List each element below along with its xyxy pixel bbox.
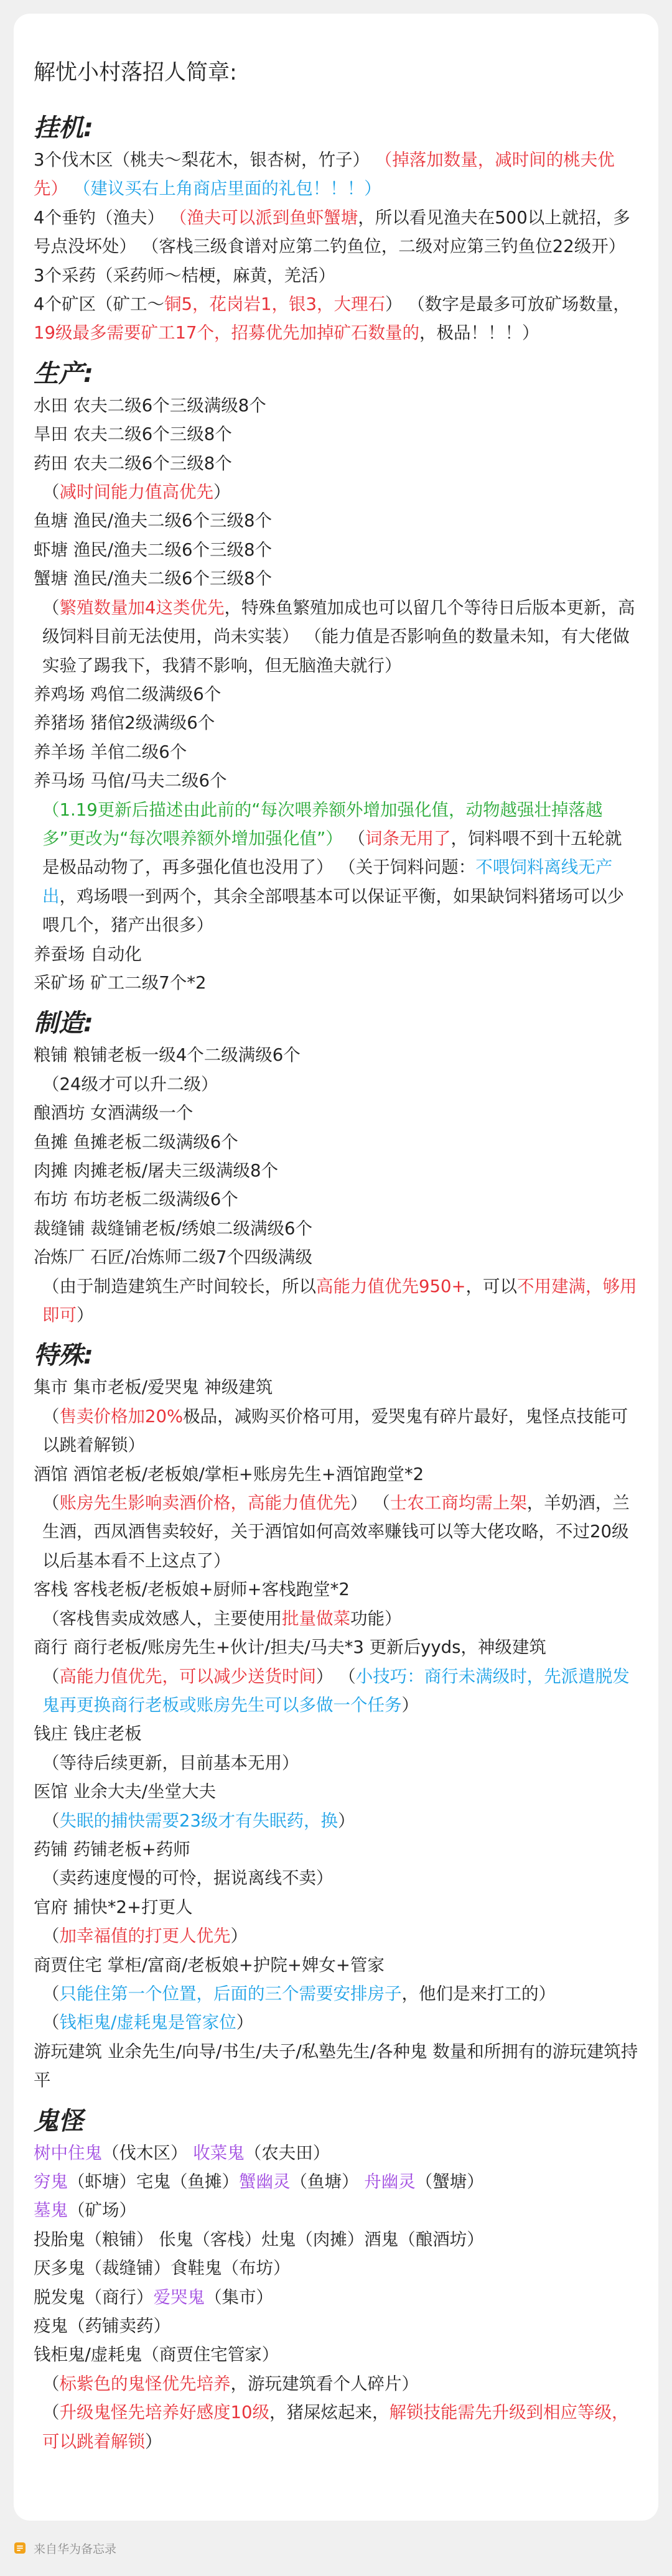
note-line xyxy=(34,1489,638,1575)
line-text: 3个采药（采药师～桔梗，麻黄，羌活） xyxy=(34,265,335,286)
note-line xyxy=(34,1806,638,1835)
section-heading: 特殊: xyxy=(34,1341,93,1370)
line-text: ） xyxy=(401,1695,419,1715)
section-heading: 鬼怪 xyxy=(34,2106,83,2136)
line-text: （矿场） xyxy=(68,2200,136,2221)
line-text: 养猪场 猪倌2级满级6个 xyxy=(34,713,215,733)
line-text: 商贾住宅 掌柜/富商/老板娘+护院+婢女+管家 xyxy=(34,1955,385,1975)
line-text xyxy=(68,179,73,198)
note-line xyxy=(34,1041,638,1069)
highlight-red-text: 不用建满，够用即可 xyxy=(42,1276,637,1326)
line-text: 4个垂钓（渔夫） xyxy=(34,207,170,228)
note-line xyxy=(34,796,638,940)
note-line xyxy=(34,2139,638,2167)
footer-source-text: 来自华为备忘录 xyxy=(34,2542,117,2556)
line-text: 养马场 马倌/马夫二级6个 xyxy=(34,771,227,791)
line-text: ，游玩建筑看个人碎片） xyxy=(230,2373,419,2394)
highlight-blue-text: 不喂饲料离线无产出 xyxy=(42,857,613,906)
line-text: （ xyxy=(342,828,365,849)
line-text: （客栈售卖成效感人，主要使用 xyxy=(42,1608,282,1629)
section-heading: 挂机: xyxy=(34,114,93,142)
highlight-red-text: 账房先生影响卖酒价格，高能力值优先 xyxy=(59,1493,350,1514)
section-heading: 生产: xyxy=(34,359,93,388)
line-text: （ xyxy=(42,482,60,503)
line-text: （伐木区） xyxy=(102,2142,194,2163)
note-line xyxy=(34,1633,638,1662)
line-text: ，饲料喂不到十五轮就是极品动物了，再多强化值也没用了） （关于饲料问题： xyxy=(42,828,622,878)
line-text: ） （ xyxy=(350,1493,390,1514)
highlight-purple-text: 墓鬼 xyxy=(34,2200,68,2221)
highlight-red-text: 批量做菜 xyxy=(282,1608,350,1629)
note-line xyxy=(34,2196,638,2225)
note-line xyxy=(34,1719,638,1748)
line-text: 粮铺 粮铺老板一级4个二级满级6个 xyxy=(34,1045,301,1066)
note-line xyxy=(34,290,638,348)
note-line xyxy=(34,2167,638,2196)
note-line xyxy=(34,738,638,766)
highlight-red-text: 高能力值优先950+ xyxy=(316,1276,466,1296)
line-text: 养蚕场 自动化 xyxy=(34,944,142,964)
highlight-blue-text: 只能住第一个位置，后面的三个需要安排房子 xyxy=(59,1983,402,2004)
highlight-red-text: 19级最多需要矿工17个，招募优先加掉矿石数量的 xyxy=(34,323,419,343)
line-text: 鱼摊 鱼摊老板二级满级6个 xyxy=(34,1132,238,1152)
highlight-green-text: （1.19更新后描述由此前的“每次喂养额外增加强化值，动物越强壮掉落越多”更改为“每次喂养额外增加强化值”） xyxy=(42,799,603,849)
line-text: 采矿场 矿工二级7个*2 xyxy=(34,972,207,993)
note-line xyxy=(34,391,638,420)
line-text: （ xyxy=(42,597,60,618)
highlight-red-text: 解锁技能需先升级到相应等级，可以跳着解锁 xyxy=(42,2402,629,2452)
note-line xyxy=(34,564,638,593)
highlight-red-text: （渔夫可以派到鱼虾蟹塘 xyxy=(169,207,358,228)
highlight-red-text: 词条无用了 xyxy=(365,828,451,849)
highlight-red-text: 升级鬼怪先培养好感度10级 xyxy=(59,2402,269,2423)
line-text: （ xyxy=(42,1666,60,1686)
line-text: 冶炼厂 石匠/冶炼师二级7个四级满级 xyxy=(34,1247,313,1268)
line-text: 药田 农夫二级6个三级8个 xyxy=(34,453,232,473)
note-line xyxy=(34,449,638,478)
note-line xyxy=(34,478,638,506)
note-line xyxy=(34,1214,638,1243)
note-line xyxy=(34,1460,638,1489)
line-text: 蟹塘 渔民/渔夫二级6个三级8个 xyxy=(34,569,272,589)
line-text: ，可以 xyxy=(465,1276,518,1296)
line-text: （24级才可以升二级） xyxy=(42,1074,218,1094)
line-text: ，特殊鱼繁殖加成也可以留几个等待日后版本更新，高级饲料目前无法使用，尚未实装） （能力值是否影响鱼的数量未知，有大佬做实验了踢我下，我猜不影响，但无脑渔夫就行） xyxy=(42,597,635,676)
line-text: （卖药速度慢的可怜，据说离线不卖） xyxy=(42,1868,334,1889)
note-line xyxy=(34,420,638,449)
highlight-purple-text: 爱哭鬼 xyxy=(153,2287,205,2307)
line-text: 商行 商行老板/账房先生+伙计/担夫/马夫*3 更新后yyds，神级建筑 xyxy=(34,1637,546,1658)
line-text: 旱田 农夫二级6个三级8个 xyxy=(34,424,232,445)
line-text: 裁缝铺 裁缝铺老板/绣娘二级满级6个 xyxy=(34,1218,313,1239)
note-line xyxy=(34,1604,638,1633)
note-line xyxy=(34,1575,638,1604)
highlight-purple-text: 蟹幽灵 xyxy=(239,2172,291,2192)
note-line xyxy=(34,1835,638,1864)
line-text: 客栈 客栈老板/老板娘+厨师+客栈跑堂*2 xyxy=(34,1579,350,1600)
note-line xyxy=(34,1070,638,1099)
line-text: （等待后续更新，目前基本无用） xyxy=(42,1752,299,1773)
line-text: 养羊场 羊倌二级6个 xyxy=(34,742,187,762)
line-text: 酒馆 酒馆老板/老板娘/掌柜+账房先生+酒馆跑堂*2 xyxy=(34,1464,424,1484)
line-text: 3个伐木区（桃夫～梨花木，银杏树，竹子） xyxy=(34,150,375,170)
note-line xyxy=(34,2254,638,2282)
line-text: ，猪屎炫起来， xyxy=(269,2402,390,2423)
line-text: 集市 集市老板/爱哭鬼 神级建筑 xyxy=(34,1377,273,1398)
note-line xyxy=(34,1272,638,1330)
line-text: ） （ xyxy=(316,1666,356,1686)
note-title: 解忧小村落招人简章: xyxy=(34,60,237,85)
line-text: ，极品！！！） xyxy=(419,323,539,343)
line-text: ，鸡场喂一到两个，其余全部喂基本可以保证平衡，如果缺饲料猪场可以少喂几个，猪产出很多） xyxy=(42,886,624,936)
note-line xyxy=(34,1662,638,1720)
highlight-blue-text: 小技巧：商行未满级时，先派遣脱发鬼再更换商行老板或账房先生可以多做一个任务 xyxy=(42,1666,630,1715)
line-text: ，他们是来打工的） xyxy=(401,1983,556,2004)
line-text: 功能） xyxy=(350,1608,402,1629)
note-line xyxy=(34,1893,638,1922)
line-text: ） xyxy=(77,1305,94,1326)
line-text: （ xyxy=(42,2402,60,2423)
note-line xyxy=(34,1777,638,1806)
highlight-purple-text: 穷鬼 xyxy=(34,2172,68,2192)
line-text: （鱼塘） xyxy=(290,2172,365,2192)
highlight-blue-text: （建议买右上角商店里面的礼包！！！） xyxy=(73,179,381,199)
line-text: 养鸡场 鸡倌二级满级6个 xyxy=(34,684,222,704)
line-text: （ xyxy=(42,2373,60,2394)
note-line xyxy=(34,766,638,795)
line-text: （虾塘）宅鬼（鱼摊） xyxy=(68,2172,239,2192)
note-line xyxy=(34,536,638,564)
note-line xyxy=(34,940,638,969)
line-text: 疫鬼（药铺卖药） xyxy=(34,2316,170,2337)
note-line xyxy=(34,2008,638,2037)
note-line xyxy=(34,1951,638,1979)
note-line xyxy=(34,2398,638,2456)
line-text: 厌多鬼（裁缝铺）食鞋鬼（布坊） xyxy=(34,2258,291,2279)
section-heading: 制造: xyxy=(34,1009,93,1038)
line-text: （ xyxy=(42,1983,60,2004)
line-text: ） xyxy=(213,482,231,503)
line-text: （ xyxy=(42,1926,60,1946)
note-line xyxy=(34,593,638,680)
line-text: ） xyxy=(338,1810,355,1831)
line-text: ） （数字是最多可放矿场数量， xyxy=(385,294,630,315)
line-text: 官府 捕快*2+打更人 xyxy=(34,1897,193,1917)
highlight-purple-text: 树中住鬼 xyxy=(34,2142,102,2163)
note-line xyxy=(34,2369,638,2398)
line-text: （ xyxy=(42,1810,60,1831)
note-line xyxy=(34,261,638,290)
note-line xyxy=(34,1243,638,1272)
line-text: 酿酒坊 女酒满级一个 xyxy=(34,1103,194,1123)
note-line xyxy=(34,1922,638,1950)
line-text: 鱼塘 渔民/渔夫二级6个三级8个 xyxy=(34,511,272,531)
line-text: （蟹塘） xyxy=(415,2172,484,2192)
line-text: 医馆 业余大夫/坐堂大夫 xyxy=(34,1782,217,1802)
line-text: 投胎鬼（粮铺） 伥鬼（客栈）灶鬼（肉摊）酒鬼（酿酒坊） xyxy=(34,2229,484,2249)
line-text: 4个矿区（矿工～ xyxy=(34,294,164,315)
highlight-red-text: 售卖价格加20% xyxy=(59,1406,184,1426)
line-text: 肉摊 肉摊老板/屠夫三级满级8个 xyxy=(34,1161,279,1181)
note-card xyxy=(14,14,658,2521)
note-line xyxy=(34,203,638,261)
line-text: 虾塘 渔民/渔夫二级6个三级8个 xyxy=(34,539,272,560)
note-line xyxy=(34,506,638,535)
line-text: 布坊 布坊老板二级满级6个 xyxy=(34,1189,238,1210)
note-line xyxy=(34,969,638,997)
line-text: 药铺 药铺老板+药师 xyxy=(34,1839,190,1859)
line-text: 游玩建筑 业余先生/向导/书生/夫子/私塾先生/各种鬼 数量和所拥有的游玩建筑持平 xyxy=(34,2041,638,2091)
highlight-red-text: 繁殖数量加4这类优先 xyxy=(59,597,225,618)
line-text: 水田 农夫二级6个三级满级8个 xyxy=(34,395,266,416)
line-text: 极品，减购买价格可用，爱哭鬼有碎片最好，鬼怪点技能可以跳着解锁） xyxy=(42,1406,628,1456)
note-line xyxy=(34,2037,638,2095)
line-text: 钱庄 钱庄老板 xyxy=(34,1724,142,1744)
highlight-red-text: 减时间能力值高优先 xyxy=(59,482,213,503)
note-line xyxy=(34,2312,638,2340)
highlight-red-text: 加幸福值的打更人优先 xyxy=(59,1926,231,1946)
line-text: 脱发鬼（商行） xyxy=(34,2287,154,2307)
line-text: （ xyxy=(42,1406,60,1426)
note-line xyxy=(34,1864,638,1892)
note-line xyxy=(34,709,638,737)
note-line xyxy=(34,1185,638,1214)
highlight-blue-text: 失眠的捕快需要23级才有失眠药，换 xyxy=(59,1810,338,1831)
line-text: ） xyxy=(145,2431,162,2452)
line-text: （ xyxy=(42,2012,60,2033)
line-text: ，羊奶酒，兰生酒，西凤酒售卖较好，关于酒馆如何高效率赚钱可以等大佬攻略，不过20级以后基本看不上这点了） xyxy=(42,1493,630,1571)
note-line xyxy=(34,1128,638,1156)
line-text: （农夫田） xyxy=(244,2142,330,2163)
huawei-notes-icon xyxy=(14,2542,26,2554)
note-line xyxy=(34,2340,638,2369)
note-content xyxy=(34,113,638,2456)
line-text: ） xyxy=(236,2012,254,2033)
note-line xyxy=(34,2225,638,2254)
note-line xyxy=(34,2283,638,2312)
note-line xyxy=(34,1099,638,1127)
line-text: ） xyxy=(230,1926,248,1946)
highlight-blue-text: 钱柜鬼/虚耗鬼是管家位 xyxy=(59,2012,236,2033)
highlight-purple-text: 收菜鬼 xyxy=(193,2142,245,2163)
note-line xyxy=(34,1979,638,2008)
highlight-red-text: （掉落加数量，减时间的桃夫优先） xyxy=(34,150,615,199)
footer xyxy=(14,2536,116,2560)
note-line xyxy=(34,680,638,709)
highlight-red-text: 士农工商均需上架 xyxy=(390,1493,527,1514)
highlight-red-text: 高能力值优先，可以减少送货时间 xyxy=(59,1666,316,1686)
note-line xyxy=(34,1373,638,1402)
highlight-red-text: 铜5，花岗岩1，银3，大理石 xyxy=(164,294,385,315)
highlight-red-text: 标紫色的鬼怪优先培养 xyxy=(59,2373,231,2394)
note-line xyxy=(34,1402,638,1460)
line-text: 钱柜鬼/虚耗鬼（商贾住宅管家） xyxy=(34,2345,279,2365)
line-text: ，所以看见渔夫在500以上就招，多号点没坏处） （客栈三级食谱对应第二钓鱼位，二级对应第三钓鱼位22级开） xyxy=(34,207,630,257)
highlight-purple-text: 舟幽灵 xyxy=(364,2172,416,2192)
note-line xyxy=(34,1749,638,1777)
line-text: （ xyxy=(42,1493,60,1514)
note-line xyxy=(34,1156,638,1185)
line-text: （集市） xyxy=(205,2287,273,2307)
note-line xyxy=(34,146,638,203)
line-text: （由于制造建筑生产时间较长，所以 xyxy=(42,1276,316,1296)
